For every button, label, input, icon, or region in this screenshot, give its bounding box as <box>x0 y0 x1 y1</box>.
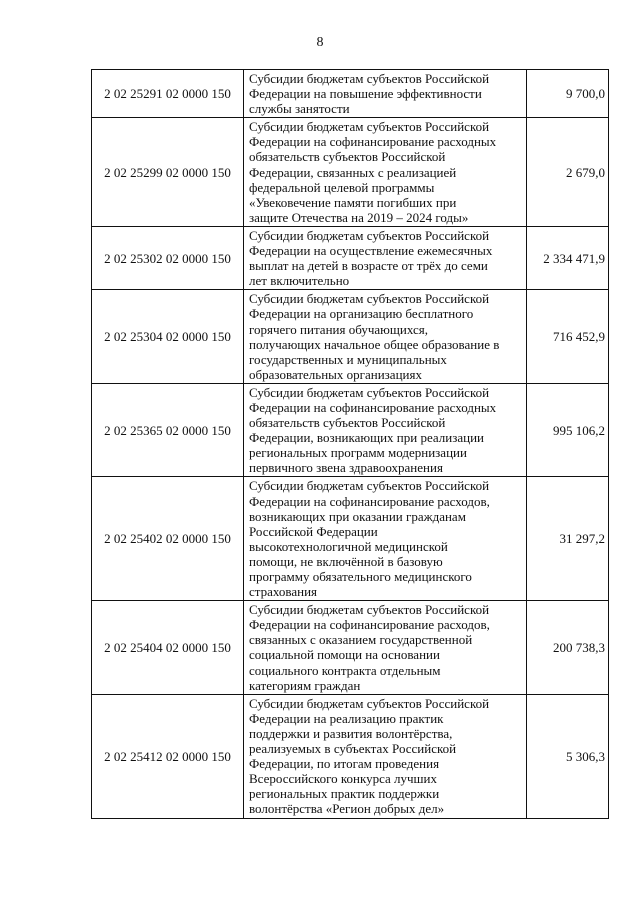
description-text: Субсидии бюджетам субъектов Российской Федерации на софинансирование расходных обязательств субъектов Российской Федерации, возникающих при реализации региональных программ модернизации первичного звена здравоохранения <box>249 384 497 476</box>
table-row <box>92 601 609 695</box>
table-row <box>92 226 609 289</box>
table-row <box>92 290 609 384</box>
description-text: Субсидии бюджетам субъектов Российской Федерации на организацию бесплатного горячего питания обучающихся, получающих начальное общее образование в государственных и муниципальных образовательных организациях <box>249 291 500 382</box>
description-cell <box>244 477 527 601</box>
budget-code-cell: 2 02 25402 02 0000 150 <box>92 477 244 601</box>
budget-code-cell: 2 02 25404 02 0000 150 <box>92 601 244 695</box>
table-row <box>92 118 609 227</box>
description-text: Субсидии бюджетам субъектов Российской Федерации на повышение эффективности службы занятости <box>249 71 490 117</box>
description-text: Субсидии бюджетам субъектов Российской Федерации на осуществление ежемесячных выплат на детей в возрасте от трёх до семи лет включительно <box>249 227 493 289</box>
budget-code-cell: 2 02 25299 02 0000 150 <box>92 118 244 227</box>
budget-code-cell: 2 02 25365 02 0000 150 <box>92 383 244 477</box>
description-cell <box>244 118 527 227</box>
budget-code-cell: 2 02 25291 02 0000 150 <box>92 70 244 118</box>
amount-cell: 9 700,0 <box>527 70 609 118</box>
table-row <box>92 383 609 477</box>
amount-cell: 2 334 471,9 <box>527 226 609 289</box>
amount-cell: 31 297,2 <box>527 477 609 601</box>
description-cell <box>244 601 527 695</box>
page-number: 8 <box>316 35 324 50</box>
description-cell <box>244 383 527 477</box>
description-text: Субсидии бюджетам субъектов Российской Федерации на софинансирование расходов, связанных с оказанием государственной социальной помощи на основании социального контракта отдельным категориям граждан <box>249 602 490 693</box>
amount-cell: 716 452,9 <box>527 290 609 384</box>
description-text: Субсидии бюджетам субъектов Российской Федерации на софинансирование расходных обязательств субъектов Российской Федерации, связанных с реализацией федеральной целевой программы «Увековечение памяти погибших при защите Отечества на 2019 – 2024 годы» <box>249 119 497 225</box>
budget-code-cell: 2 02 25302 02 0000 150 <box>92 226 244 289</box>
table-row <box>92 694 609 818</box>
table-row <box>92 477 609 601</box>
amount-cell: 5 306,3 <box>527 694 609 818</box>
description-text: Субсидии бюджетам субъектов Российской Федерации на реализацию практик поддержки и развития волонтёрства, реализуемых в субъектах Российской Федерации, по итогам проведения Всероссийского конкурса лучших региональных практик поддержки волонтёрства «Регион добрых дел» <box>249 695 490 817</box>
description-cell <box>244 226 527 289</box>
description-cell <box>244 290 527 384</box>
budget-code-cell: 2 02 25304 02 0000 150 <box>92 290 244 384</box>
amount-cell: 200 738,3 <box>527 601 609 695</box>
description-cell <box>244 70 527 118</box>
description-text: Субсидии бюджетам субъектов Российской Федерации на софинансирование расходов, возникающих при оказании гражданам Российской Федерации высокотехнологичной медицинской помощи, не включённой в базовую программу обязательного медицинского страхования <box>249 478 490 600</box>
budget-table-body <box>92 70 609 819</box>
description-cell <box>244 694 527 818</box>
amount-cell: 2 679,0 <box>527 118 609 227</box>
table-row <box>92 70 609 118</box>
amount-cell: 995 106,2 <box>527 383 609 477</box>
budget-table <box>91 69 609 819</box>
budget-code-cell: 2 02 25412 02 0000 150 <box>92 694 244 818</box>
